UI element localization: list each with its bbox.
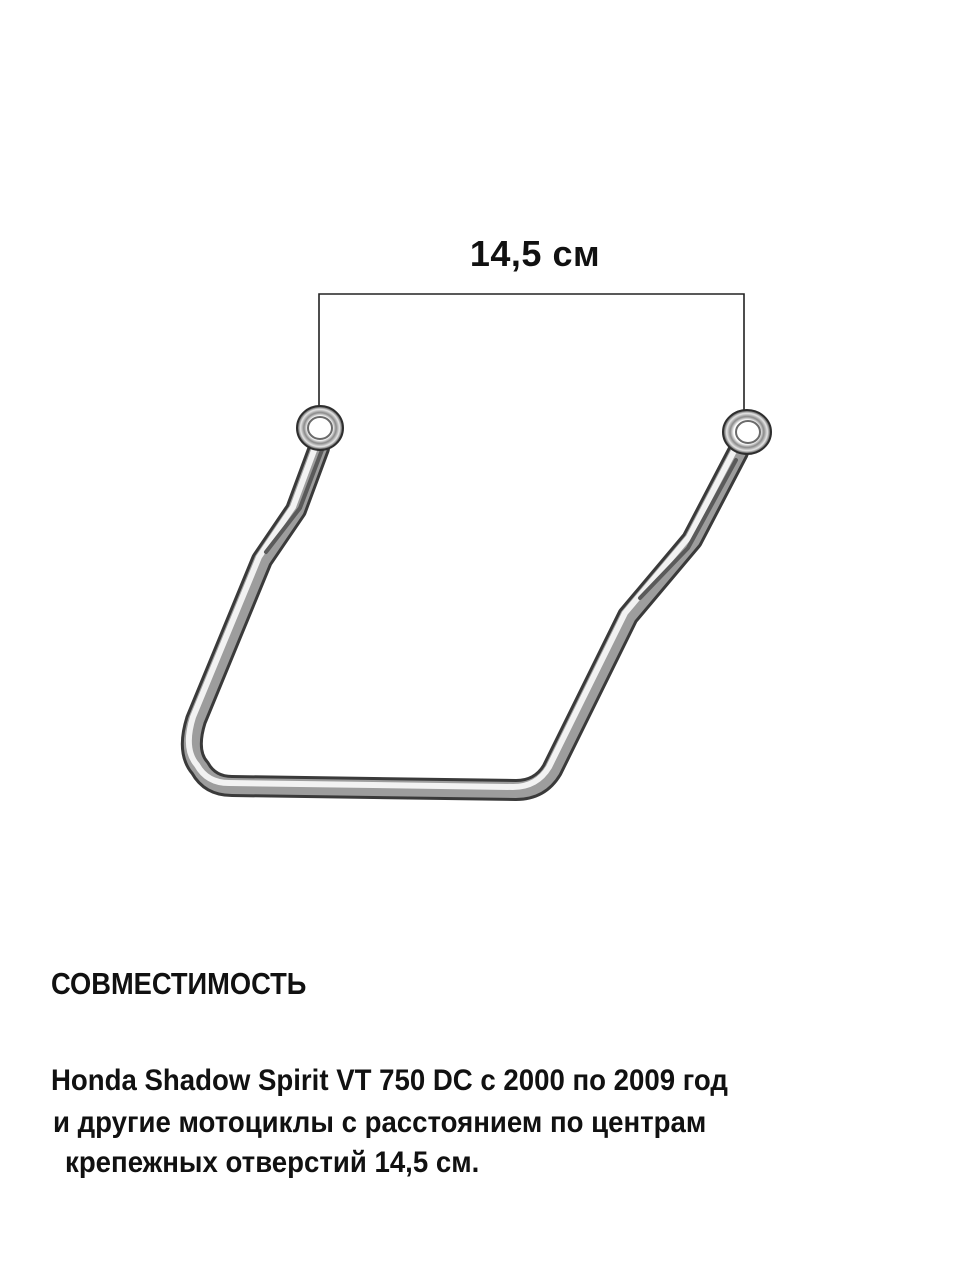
left-eyelet (297, 406, 343, 450)
dimension-line (319, 294, 744, 415)
bracket-tube (189, 445, 738, 790)
dimension-label: 14,5 см (469, 233, 601, 274)
compatibility-heading: СОВМЕСТИМОСТЬ (51, 966, 307, 1001)
compatibility-line: Honda Shadow Spirit VT 750 DC с 2000 по 2009 год (51, 1064, 728, 1097)
compatibility-line: и другие мотоциклы с расстоянием по центрам (53, 1106, 707, 1139)
right-eyelet (723, 410, 771, 454)
compatibility-line: крепежных отверстий 14,5 см. (65, 1146, 480, 1179)
